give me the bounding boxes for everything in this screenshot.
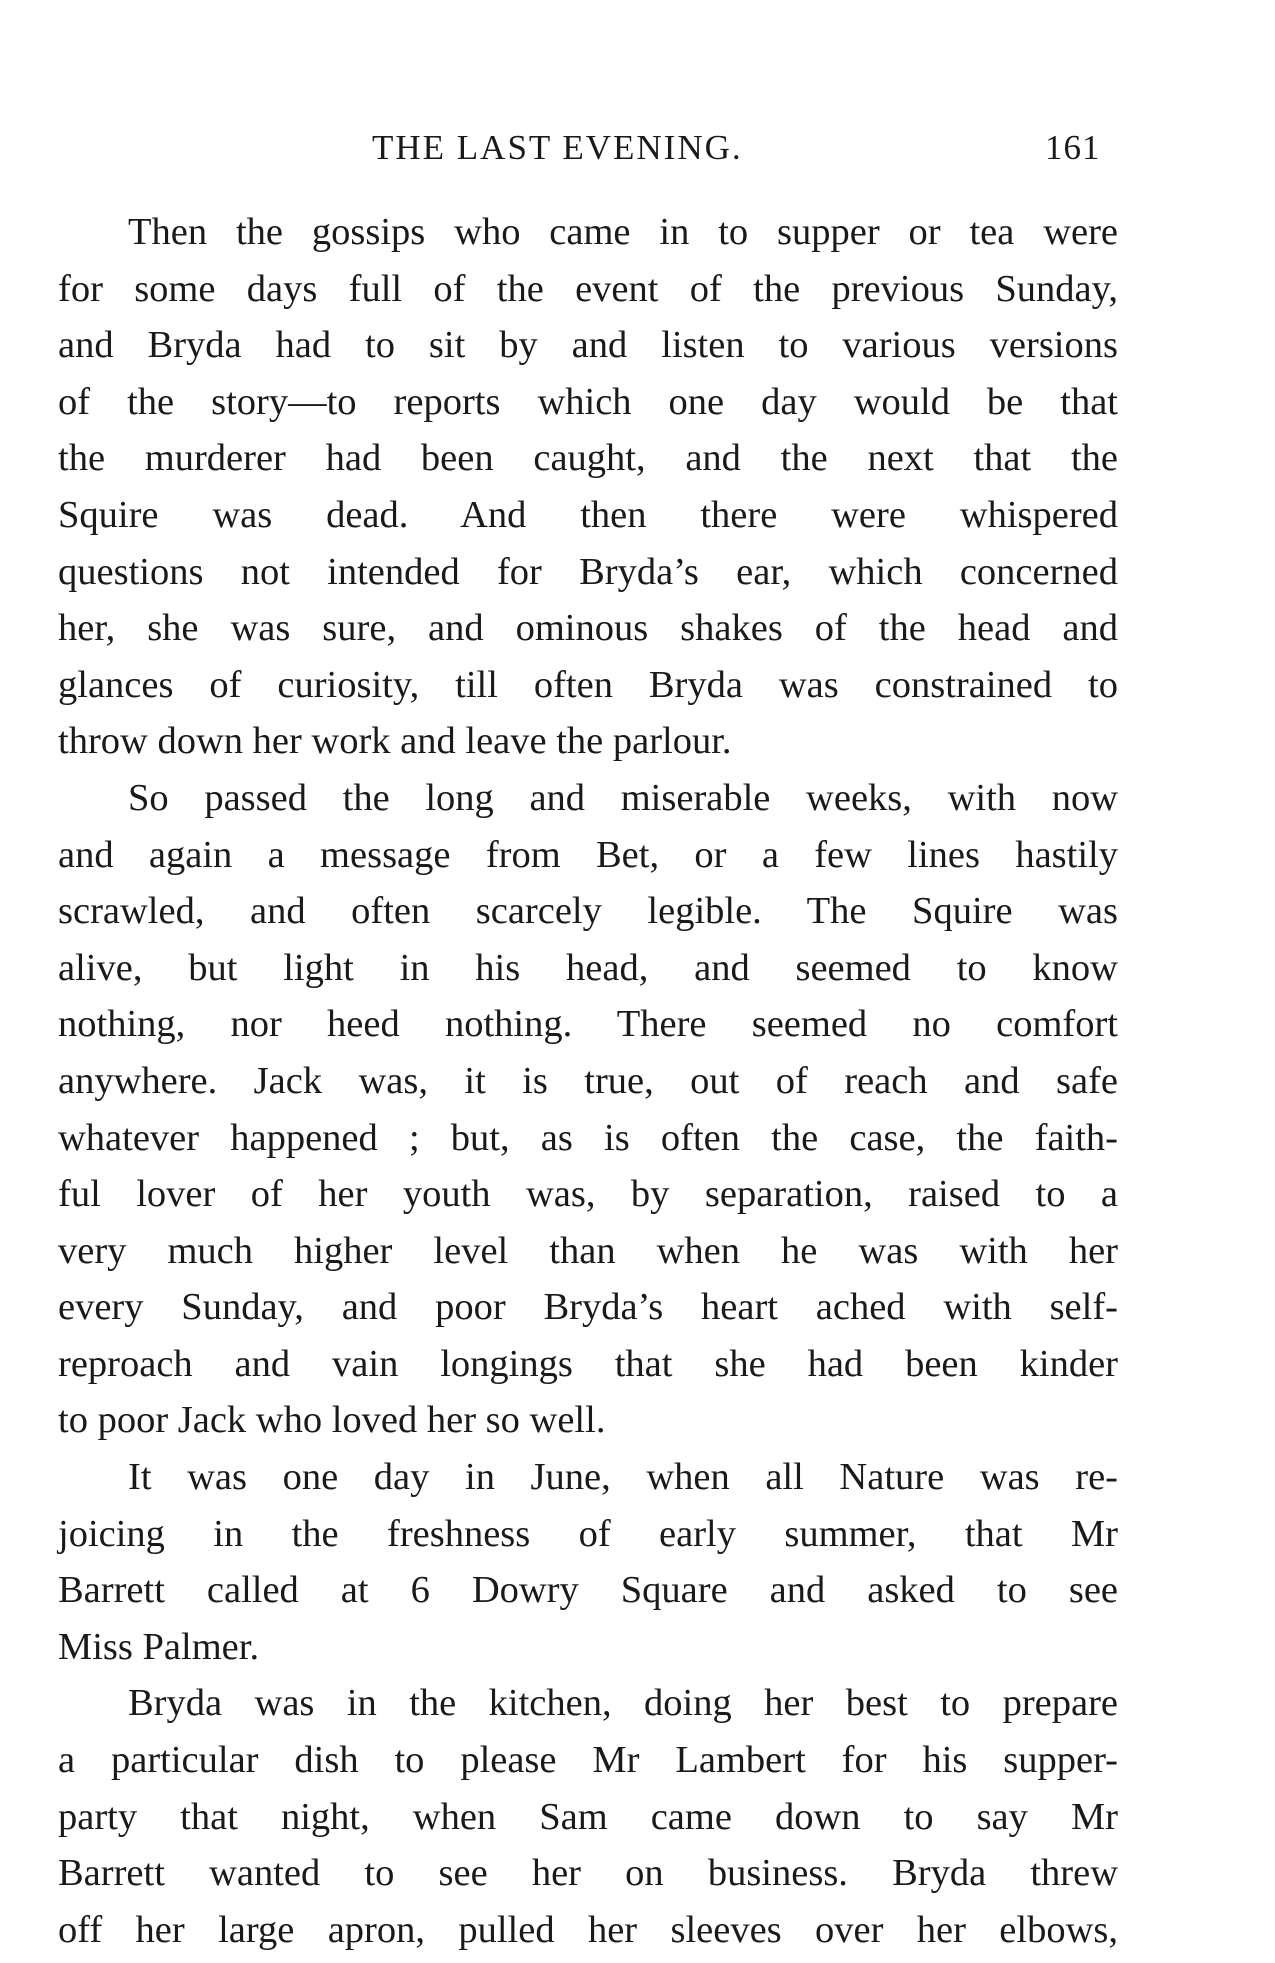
text-line: Barrett called at 6 Dowry Square and asked to see (58, 1569, 1118, 1612)
text-line: It was one day in June, when all Nature was re- (128, 1456, 1118, 1499)
text-line: joicing in the freshness of early summer, that Mr (58, 1512, 1118, 1555)
text-line: to poor Jack who loved her so well. (58, 1399, 606, 1442)
text-line: scrawled, and often scarcely legible. The Squire was (58, 890, 1118, 933)
text-line: glances of curiosity, till often Bryda was constrained to (58, 663, 1118, 706)
text-line: for some days full of the event of the previous Sunday, (58, 267, 1118, 310)
text-line: off her large apron, pulled her sleeves over her elbows, (58, 1908, 1118, 1951)
page-number: 161 (1045, 128, 1101, 167)
paragraph-4 (58, 1675, 1118, 1958)
text-line: every Sunday, and poor Bryda’s heart ached with self- (58, 1286, 1118, 1329)
text-line: the murderer had been caught, and the next that the (58, 437, 1118, 480)
text-line: and Bryda had to sit by and listen to various versions (58, 324, 1118, 367)
text-line: of the story—to reports which one day would be that (58, 380, 1118, 423)
body-text (58, 204, 1118, 1958)
paragraph-2 (58, 770, 1118, 1449)
text-line: nothing, nor heed nothing. There seemed no comfort (58, 1003, 1118, 1046)
running-title: THE LAST EVENING. (372, 128, 743, 167)
text-line: her, she was sure, and ominous shakes of the head and (58, 607, 1118, 650)
text-line: Bryda was in the kitchen, doing her best to prepare (128, 1682, 1118, 1725)
text-line: and again a message from Bet, or a few lines hastily (58, 833, 1118, 876)
paragraph-3 (58, 1449, 1118, 1675)
text-line: Squire was dead. And then there were whispered (58, 493, 1118, 536)
text-line: So passed the long and miserable weeks, with now (128, 776, 1118, 819)
text-line: reproach and vain longings that she had been kinder (58, 1342, 1118, 1385)
text-line: questions not intended for Bryda’s ear, which concerned (58, 550, 1118, 593)
running-head (0, 128, 1275, 176)
text-line: Miss Palmer. (58, 1625, 260, 1668)
text-line: Then the gossips who came in to supper or tea were (128, 211, 1118, 253)
text-line: alive, but light in his head, and seemed to know (58, 946, 1118, 989)
paragraph-1 (58, 204, 1118, 770)
text-line: very much higher level than when he was with her (58, 1229, 1118, 1272)
text-line: Barrett wanted to see her on business. Bryda threw (58, 1852, 1118, 1895)
text-line: a particular dish to please Mr Lambert for his supper- (58, 1739, 1118, 1782)
text-line: party that night, when Sam came down to say Mr (58, 1795, 1118, 1838)
text-line: throw down her work and leave the parlour. (58, 720, 732, 763)
text-line: ful lover of her youth was, by separation, raised to a (58, 1173, 1118, 1216)
text-line: whatever happened ; but, as is often the case, the faith- (58, 1116, 1118, 1159)
text-line: anywhere. Jack was, it is true, out of reach and safe (58, 1059, 1118, 1102)
